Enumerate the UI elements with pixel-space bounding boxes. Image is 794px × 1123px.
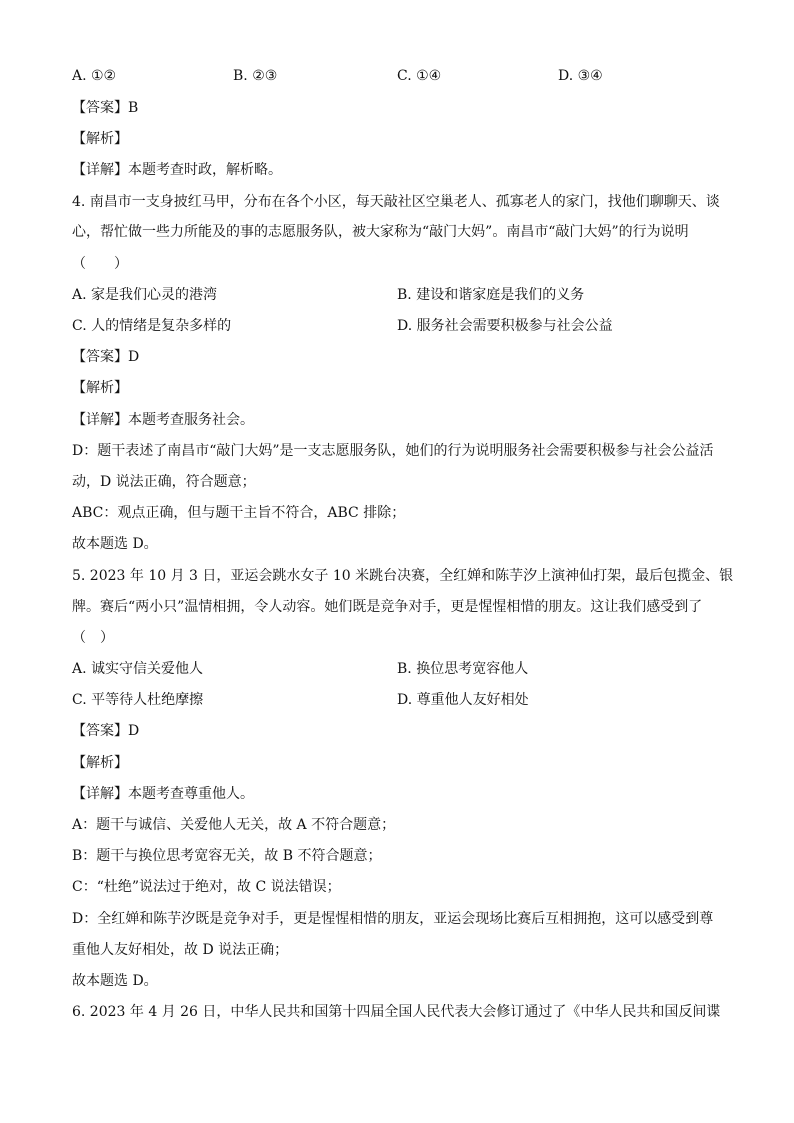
q5-detail: 【详解】本题考查尊重他人。 — [72, 786, 254, 802]
q3-option-c: C. ①④ — [397, 68, 442, 84]
q4-explain-d-line1: D：题干表述了南昌市“敲门大妈”是一支志愿服务队，她们的行为说明服务社会需要积极参与社会公益活 — [72, 443, 714, 459]
q4-conclusion: 故本题选 D。 — [72, 536, 158, 552]
q4-blank: （ ） — [72, 256, 128, 272]
q3-analysis-label: 【解析】 — [72, 131, 128, 147]
q4-explain-abc: ABC：观点正确，但与题干主旨不符合，ABC 排除； — [72, 505, 406, 521]
q3-option-d: D. ③④ — [558, 68, 603, 84]
q5-stem-line1: 5. 2023 年 10 月 3 日，亚运会跳水女子 10 米跳台决赛，全红婵和陈芋汐上演神仙打架，最后包揽金、银 — [72, 568, 734, 584]
q4-explain-d-line2: 动，D 说法正确，符合题意； — [72, 474, 256, 490]
q3-answer: 【答案】B — [72, 100, 139, 116]
q4-option-d: D. 服务社会需要积极参与社会公益 — [397, 318, 613, 334]
q5-explain-d-line2: 重他人友好相处，故 D 说法正确； — [72, 942, 289, 958]
q5-option-c: C. 平等待人杜绝摩擦 — [72, 692, 204, 708]
q4-option-c: C. 人的情绪是复杂多样的 — [72, 318, 232, 334]
q4-stem-line1: 4. 南昌市一支身披红马甲，分布在各个小区，每天敲社区空巢老人、孤寡老人的家门，找他们聊聊天、谈 — [72, 194, 720, 210]
q5-option-b: B. 换位思考宽容他人 — [397, 661, 529, 677]
q4-option-b: B. 建设和谐家庭是我们的义务 — [397, 287, 585, 303]
q3-option-a: A. ①② — [72, 68, 117, 84]
q3-detail: 【详解】本题考查时政，解析略。 — [72, 162, 282, 178]
q5-explain-d-line1: D：全红婵和陈芋汐既是竞争对手，更是惺惺相惜的朋友，亚运会现场比赛后互相拥抱，这可以感受到尊 — [72, 911, 714, 927]
q5-option-d: D. 尊重他人友好相处 — [397, 692, 529, 708]
q5-explain-a: A：题干与诚信、关爱他人无关，故 A 不符合题意； — [72, 817, 396, 833]
q5-blank: （ ） — [72, 630, 114, 646]
q6-stem-line1: 6. 2023 年 4 月 26 日，中华人民共和国第十四届全国人民代表大会修订通过了《中华人民共和国反间谍 — [72, 1004, 721, 1020]
q4-analysis-label: 【解析】 — [72, 380, 128, 396]
q4-answer: 【答案】D — [72, 349, 140, 365]
q5-option-a: A. 诚实守信关爱他人 — [72, 661, 204, 677]
q4-detail: 【详解】本题考查服务社会。 — [72, 412, 254, 428]
q5-stem-line2: 牌。赛后“两小只”温情相拥，令人动容。她们既是竞争对手，更是惺惺相惜的朋友。这让我们感受到了 — [72, 599, 703, 615]
q5-explain-b: B：题干与换位思考宽容无关，故 B 不符合题意； — [72, 848, 382, 864]
q4-option-a: A. 家是我们心灵的港湾 — [72, 287, 218, 303]
q5-answer: 【答案】D — [72, 723, 140, 739]
q4-stem-line2: 心，帮忙做一些力所能及的事的志愿服务队，被大家称为“敲门大妈”。南昌市“敲门大妈”的行为说明 — [72, 224, 689, 240]
q5-conclusion: 故本题选 D。 — [72, 973, 158, 989]
q3-option-b: B. ②③ — [233, 68, 278, 84]
q5-explain-c: C：“杜绝”说法过于绝对，故 C 说法错误； — [72, 879, 341, 895]
q5-analysis-label: 【解析】 — [72, 755, 128, 771]
